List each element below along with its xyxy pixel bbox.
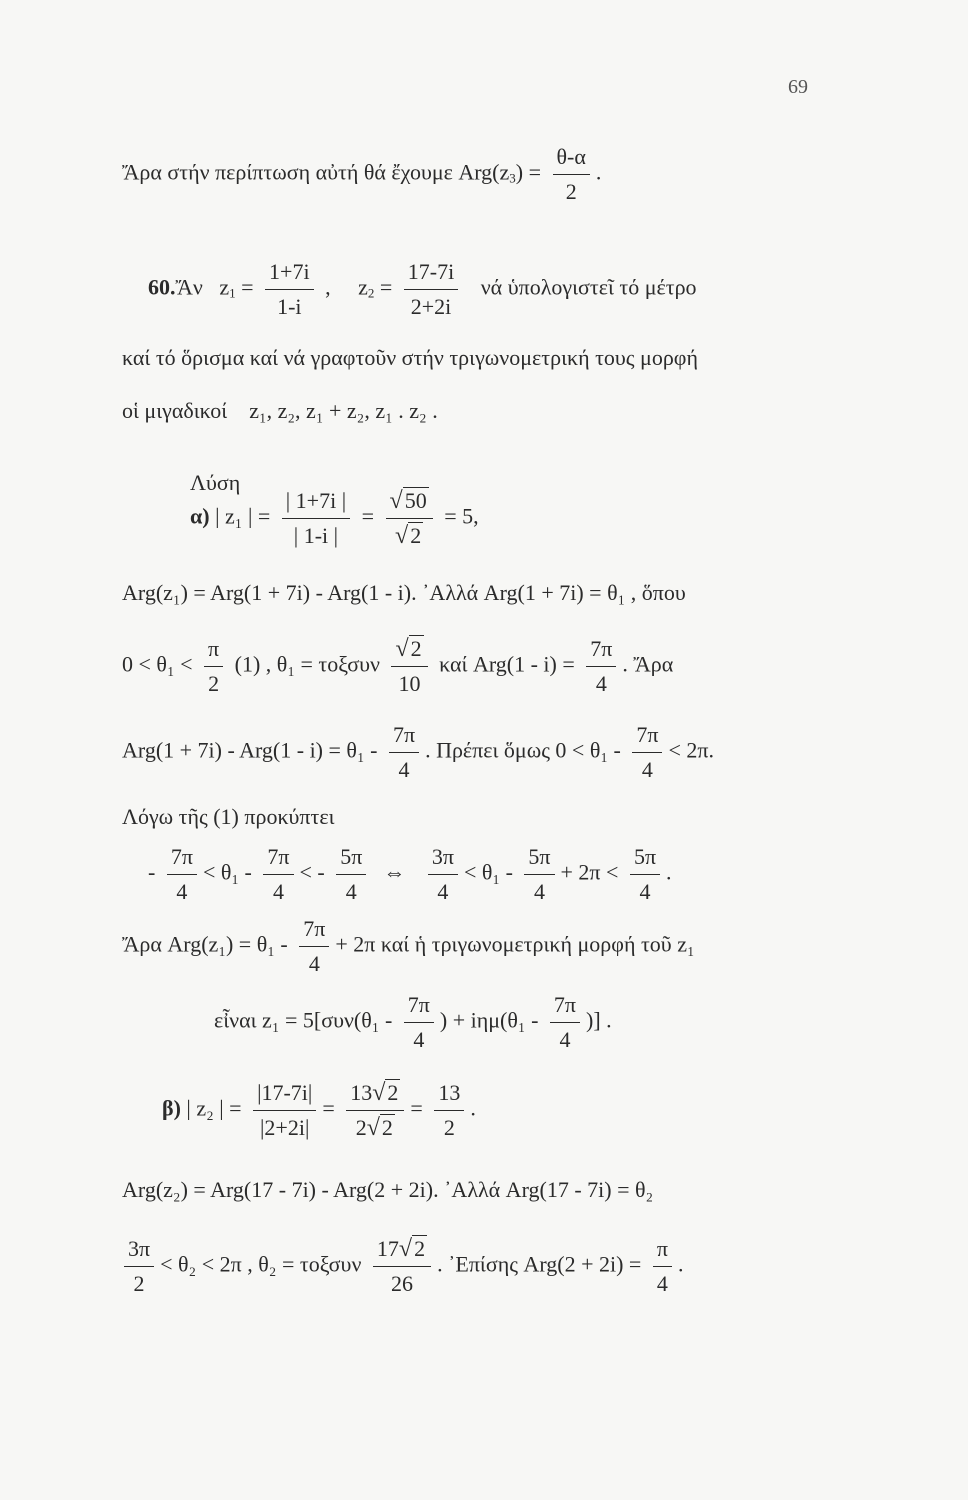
fraction: $\frac{\theta-\alpha}{2}$ [553, 140, 590, 209]
line-15: $\frac{3\pi}{2}$ < θ₂ < 2π , θ₂ = τοξσυν $\frac{17√2}{26}$ . ᾿Επίσης Arg(2 + 2i) = $\frac{\pi}{4}$ . [118, 1232, 683, 1301]
line-10: - $\frac{7\pi}{4}$ < θ₁ - $\frac{7\pi}{4}$ < - $\frac{5\pi}{4}$ ⇔ $\frac{3\pi}{4}$ < θ₁ - $\frac{5\pi}{4}$ + 2π < $\frac{5\pi}{4}$ . [148, 840, 672, 909]
part-a: α) | z₁ | = $\frac{| 1+7i |}{| 1-i |}$ = $\frac{√50}{√2}$ = 5, [190, 484, 479, 553]
line-arg-z3: Ἄρα στήν περίπτωση αὐτή θά ἔχουμε $Arg(z_3)$ = $\frac{\theta-\alpha}{2}$ . [122, 140, 601, 209]
line-11: Ἄρα Arg(z₁) = θ₁ - $\frac{7\pi}{4}$ + 2π καί ἡ τριγωνομετρική μορφή τοῦ z₁ [122, 912, 695, 981]
line-6: Arg(z₁) = Arg(1 + 7i) - Arg(1 - i). ᾿Αλλά Arg(1 + 7i) = θ₁ , ὅπου [122, 580, 686, 605]
problem-60: 60.Ἄν $z_1$ = $\frac{1+7i}{1-i}$ , $z_2$ = $\frac{17-7i}{2+2i}$ νά ὑπολογιστεῖ τό μέτρο [148, 255, 697, 324]
solution-heading: Λύση [190, 470, 241, 495]
line-4: οἱ μιγαδικοί z₁, z₂, z₁ + z₂, z₁ . z₂ . [122, 398, 438, 423]
line-14: Arg(z₂) = Arg(17 - 7i) - Arg(2 + 2i). ᾿Αλλά Arg(17 - 7i) = θ₂ [122, 1177, 654, 1202]
part-b: β) | z₂ | = $\frac{|17-7i|}{|2+2i|}$ = $\frac{13√2}{2√2}$ = $\frac{13}{2}$ . [162, 1076, 476, 1145]
page-number: 69 [788, 76, 808, 98]
line-3: καί τό ὅρισμα καί νά γραφτοῦν στήν τριγωνομετρική τους μορφή [122, 345, 698, 370]
line-12: εἶναι z₁ = 5[συν(θ₁ - $\frac{7\pi}{4}$ ) + iημ(θ₁ - $\frac{7\pi}{4}$ )] . [214, 988, 612, 1057]
line-7: 0 < θ₁ < $\frac{\pi}{2}$ (1) , θ₁ = τοξσυν $\frac{√2}{10}$ καί Arg(1 - i) = $\frac{7\pi}{4}$ . Ἄρα [122, 632, 673, 701]
line-9: Λόγω τῆς (1) προκύπτει [122, 804, 335, 829]
line-8: Arg(1 + 7i) - Arg(1 - i) = θ₁ - $\frac{7\pi}{4}$ . Πρέπει ὅμως 0 < θ₁ - $\frac{7\pi}{4}$ < 2π. [122, 718, 714, 787]
